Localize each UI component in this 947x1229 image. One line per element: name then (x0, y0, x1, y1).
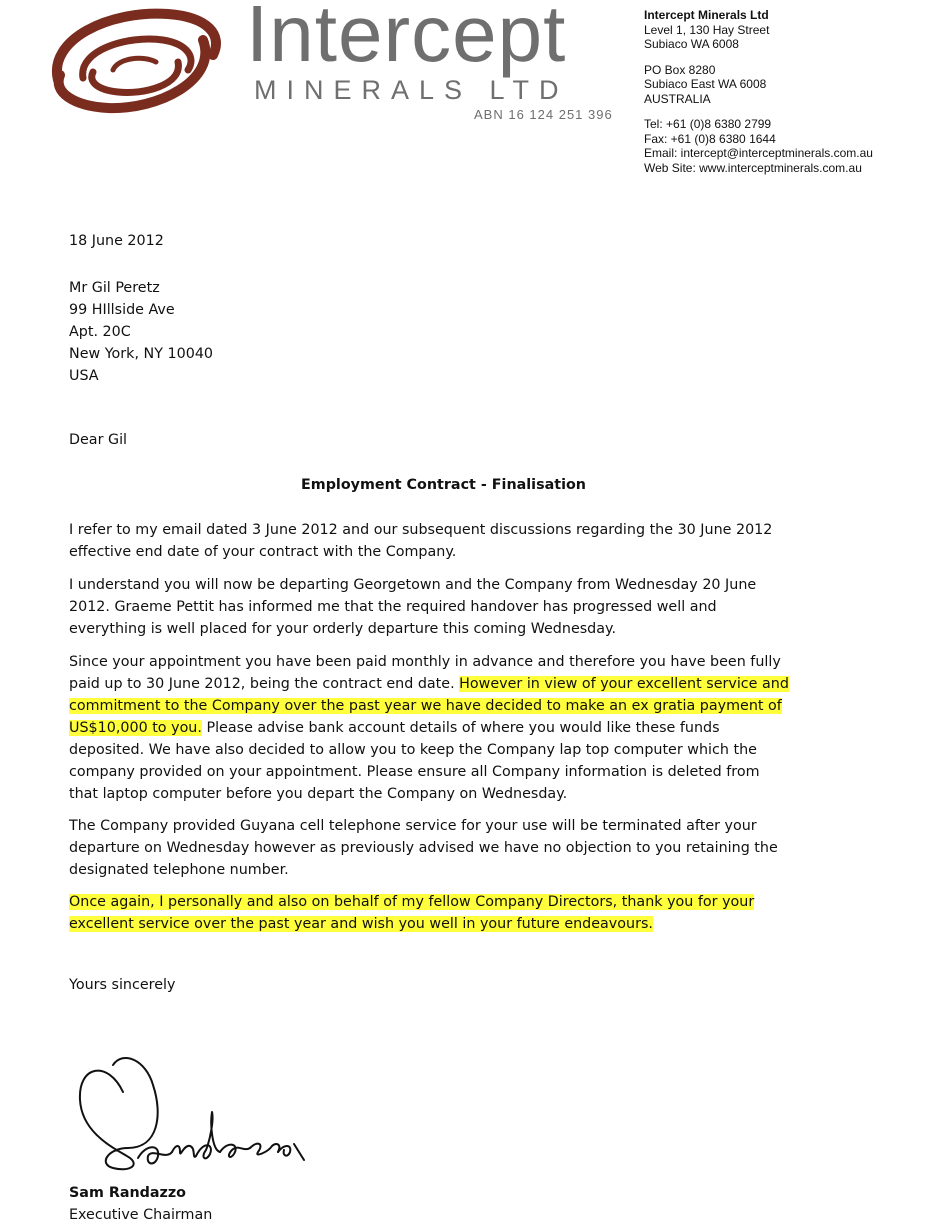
fax: Fax: +61 (0)8 6380 1644 (644, 131, 776, 146)
recipient-line: Apt. 20C (69, 324, 131, 340)
paragraph-line: departure on Wednesday however as previously advised we have no objection to you retaining the (69, 840, 778, 856)
abn-number: ABN 16 124 251 396 (474, 107, 613, 122)
company-name: Intercept Minerals Ltd (644, 8, 769, 22)
paragraph-3 (69, 651, 789, 805)
paragraph-line: effective end date of your contract with the Company. (69, 544, 457, 560)
recipient-address (69, 277, 213, 387)
paragraph-line: Since your appointment you have been paid monthly in advance and therefore you have been fully (69, 654, 781, 670)
letter-subject: Employment Contract - Finalisation (301, 477, 586, 493)
contact-block (644, 8, 873, 175)
highlighted-text: However in view of your excellent service and (459, 676, 789, 692)
recipient-line: USA (69, 368, 99, 384)
paragraph-5 (69, 891, 754, 935)
signer-name: Sam Randazzo (69, 1185, 186, 1201)
paragraph-2 (69, 574, 756, 640)
email: Email: intercept@interceptminerals.com.au (644, 146, 873, 160)
plain-text: paid up to 30 June 2012, being the contract end date. (69, 676, 460, 692)
plain-text: Please advise bank account details of where you would like these funds (201, 720, 720, 736)
paragraph-line (69, 717, 789, 739)
handwritten-signature (68, 1040, 308, 1180)
street-city: Subiaco WA 6008 (644, 37, 739, 51)
paragraph-1 (69, 519, 772, 563)
paragraph-line: The Company provided Guyana cell telephone service for your use will be terminated after your (69, 818, 757, 834)
recipient-line: Mr Gil Peretz (69, 280, 160, 296)
paragraph-line (69, 891, 754, 913)
paragraph-line: that laptop computer before you depart the Company on Wednesday. (69, 786, 568, 802)
brand-name: Intercept (246, 0, 567, 78)
country: AUSTRALIA (644, 91, 711, 106)
closing: Yours sincerely (69, 977, 176, 993)
paragraph-line: designated telephone number. (69, 862, 289, 878)
highlighted-text: commitment to the Company over the past year we have decided to make an ex gratia payment of (69, 698, 782, 714)
paragraph-line: deposited. We have also decided to allow you to keep the Company lap top computer which the (69, 742, 757, 758)
company-logo-swirl (38, 0, 223, 120)
paragraph-line (69, 913, 754, 935)
paragraph-line (69, 695, 789, 717)
brand-subtitle: MINERALS LTD (254, 75, 569, 105)
paragraph-line (69, 673, 789, 695)
letter-date: 18 June 2012 (69, 233, 164, 249)
telephone: Tel: +61 (0)8 6380 2799 (644, 117, 772, 131)
website: Web Site: www.interceptminerals.com.au (644, 160, 862, 175)
highlighted-text: excellent service over the past year and wish you well in your future endeavours. (69, 916, 653, 932)
paragraph-line: I understand you will now be departing Georgetown and the Company from Wednesday 20 June (69, 577, 757, 593)
paragraph-line: 2012. Graeme Pettit has informed me that the required handover has progressed well and (69, 599, 717, 615)
recipient-line: New York, NY 10040 (69, 346, 214, 362)
paragraph-4 (69, 815, 778, 881)
signer-block (69, 1182, 212, 1226)
highlighted-text: US$10,000 to you. (69, 720, 202, 736)
paragraph-line: I refer to my email dated 3 June 2012 and our subsequent discussions regarding the 30 June 2012 (69, 522, 773, 538)
paragraph-line: company provided on your appointment. Please ensure all Company information is deleted from (69, 764, 760, 780)
po-box: PO Box 8280 (644, 62, 716, 77)
signer-title: Executive Chairman (69, 1207, 213, 1223)
po-city: Subiaco East WA 6008 (644, 77, 767, 91)
street-address: Level 1, 130 Hay Street (644, 22, 770, 37)
recipient-line: 99 HIllside Ave (69, 302, 175, 318)
highlighted-text: Once again, I personally and also on behalf of my fellow Company Directors, thank you for your (69, 894, 755, 910)
salutation: Dear Gil (69, 432, 128, 448)
paragraph-line: everything is well placed for your orderly departure this coming Wednesday. (69, 621, 616, 637)
